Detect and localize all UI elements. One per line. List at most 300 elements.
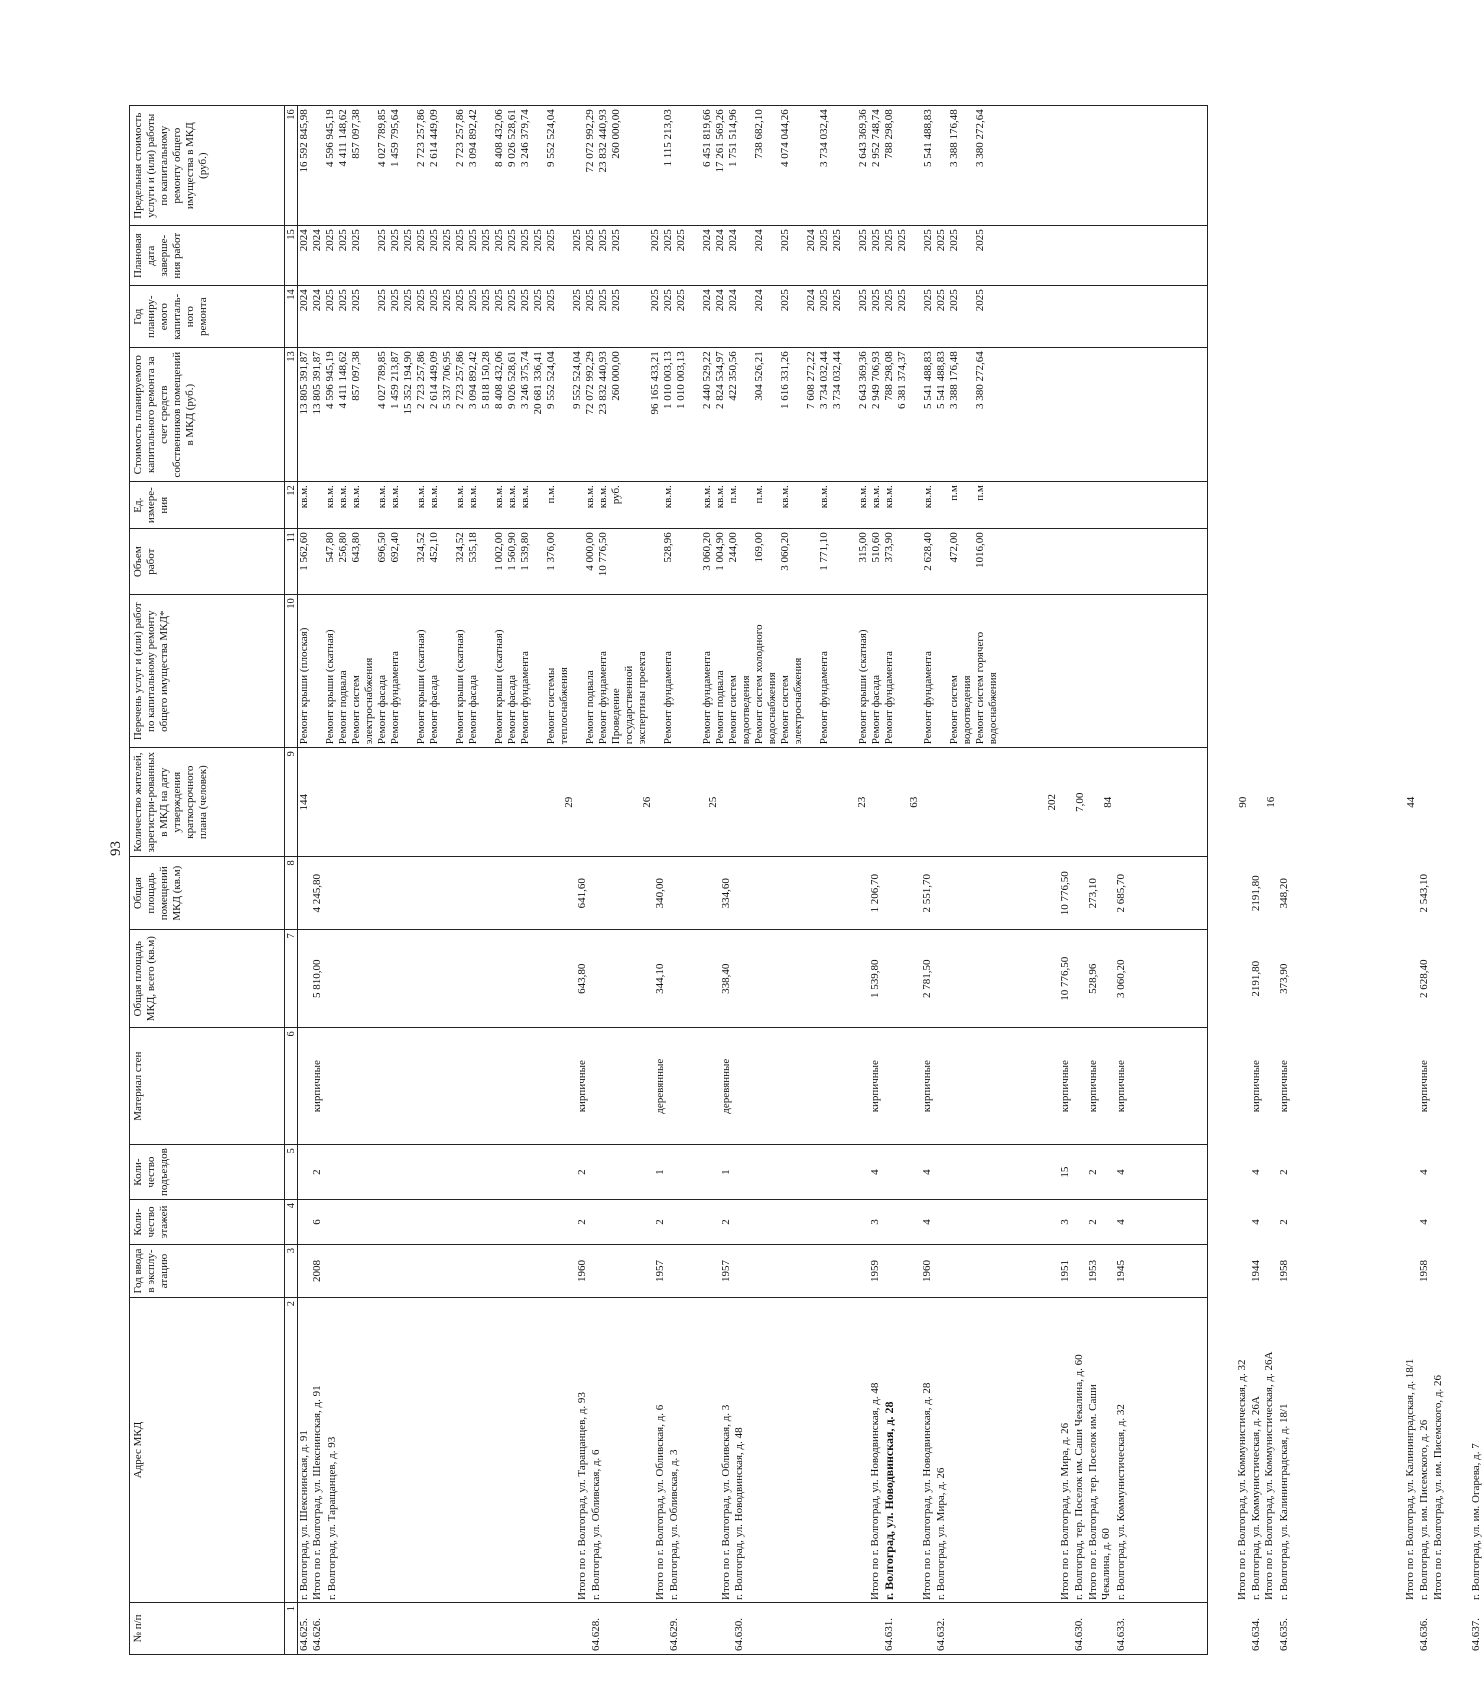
cost-value: 23 832 440,93: [597, 351, 609, 415]
year-value: 2008: [311, 1260, 323, 1282]
column-header: Общая площадь МКД, всего (кв.м): [130, 930, 285, 1028]
column-number: 8: [285, 857, 298, 930]
max-cost-value: 9 552 524,04: [545, 109, 557, 167]
volume-value: 528,96: [662, 532, 674, 563]
max-cost-value: [649, 109, 662, 222]
end-year-value: 2024: [298, 229, 310, 252]
premises-area-value: 273,10: [1087, 878, 1099, 909]
unit-value: [441, 485, 454, 525]
unit-value: [402, 485, 415, 525]
cost-value: 857 097,38: [350, 351, 362, 401]
work-line: Ремонт фундамента: [883, 651, 895, 745]
volume-value: 3 060,20: [701, 532, 713, 571]
volume-value: 472,00: [948, 532, 960, 563]
work-line: [805, 598, 818, 744]
address-line: г. Волгоград, тер. Поселок им. Саши Чекалина, д. 60: [1073, 1354, 1085, 1600]
work-line: Ремонт фасада: [428, 675, 440, 745]
address-line: Итого по г. Волгоград, ул. Мира, д. 26: [1059, 1422, 1071, 1600]
table-body-row: [298, 106, 1208, 1655]
address-line: г. Волгоград, ул. Коммунистическая, д. 26А: [1250, 1396, 1262, 1600]
floors-value: 4: [1250, 1219, 1262, 1225]
max-cost-column: [298, 106, 1208, 226]
work-line: Ремонт фасада: [376, 675, 388, 745]
work-line: [480, 598, 493, 744]
cost-value: 13 805 391,87: [298, 351, 310, 415]
work-line: Ремонт фасада: [467, 675, 479, 745]
volume-value: 1016,00: [974, 532, 986, 568]
cost-value: 3 094 892,42: [467, 351, 479, 409]
entrances-value: 4: [869, 1169, 881, 1175]
plan-year-value: [688, 289, 701, 344]
row-number: 64.629.: [668, 1618, 680, 1651]
volume-value: [935, 532, 948, 591]
unit-value: кв.м.: [584, 485, 596, 509]
end-year-value: 2025: [857, 229, 869, 252]
address-line: Итого по г. Волгоград, ул. Шекснинская, д. 91: [311, 1385, 323, 1600]
work-line: [532, 598, 545, 744]
plan-year-value: 2025: [974, 289, 986, 312]
end-year-value: 2025: [415, 229, 427, 252]
plan-year-value: [558, 289, 571, 344]
unit-value: [766, 485, 779, 525]
end-year-value: [636, 229, 649, 282]
plan-year-value: 2025: [415, 289, 427, 312]
max-cost-value: [766, 109, 779, 222]
row-number: 64.632.: [935, 1618, 947, 1651]
floors-value: 4: [921, 1219, 933, 1225]
residents-value: 90: [1237, 796, 1249, 808]
max-cost-value: 2 723 257,86: [454, 109, 466, 167]
total-area-value: 5 810,00: [311, 959, 323, 998]
repair-plan-table: [129, 105, 1482, 1655]
max-cost-value: 857 097,38: [350, 109, 362, 159]
total-area-value: 3 060,20: [1115, 959, 1127, 998]
column-number: 6: [285, 1028, 298, 1145]
row-number: 64.631.: [883, 1618, 895, 1651]
unit-value: [688, 485, 701, 525]
cost-value: 2 723 257,86: [415, 351, 427, 409]
plan-year-value: 2024: [753, 289, 765, 312]
work-line: [909, 598, 922, 744]
unit-value: кв.м.: [493, 485, 505, 509]
end-year-value: 2025: [519, 229, 531, 252]
column-header: Ед. измере-ния: [130, 482, 285, 529]
work-line: [571, 598, 584, 744]
plan-year-value: 2025: [441, 289, 453, 312]
work-line: Ремонт фундамента: [662, 651, 674, 745]
entrances-value: 2: [311, 1169, 323, 1175]
unit-value: [571, 485, 584, 525]
end-year-value: 2025: [350, 229, 362, 252]
address-line: г. Волгоград, ул. Обливская, д. 3: [668, 1449, 680, 1600]
max-cost-value: [571, 109, 584, 222]
volume-value: 696,50: [376, 532, 388, 563]
material-value: кирпичные: [1115, 1060, 1127, 1113]
work-line: Ремонт фундамента: [519, 651, 531, 745]
premises-area-value: 1 206,70: [869, 873, 881, 913]
end-year-value: 2025: [441, 229, 453, 252]
end-year-value: 2025: [896, 229, 908, 252]
cost-value: 2 643 369,36: [857, 351, 869, 409]
plan-year-value: 2025: [324, 289, 336, 312]
work-line: Ремонт фасада: [506, 675, 518, 745]
address-line: г. Волгоград, ул. им. Писемского, д. 26: [1418, 1419, 1430, 1600]
work-line: Ремонт фундамента: [818, 651, 830, 745]
work-line: Ремонт системы: [545, 667, 557, 745]
unit-value: [675, 485, 688, 525]
year-value: 1959: [869, 1260, 881, 1282]
cost-value: 304 526,21: [753, 351, 765, 401]
unit-value: руб.: [610, 485, 622, 505]
unit-value: кв.м.: [389, 485, 401, 509]
end-year-value: [558, 229, 571, 282]
cost-value: 1 010 003,13: [675, 351, 687, 409]
cost-value: 72 072 992,29: [584, 351, 596, 415]
max-cost-value: [441, 109, 454, 222]
plan-year-value: [961, 289, 974, 344]
plan-year-value: 2025: [467, 289, 479, 312]
plan-year-value: 2025: [610, 289, 622, 312]
address-line: Итого по г. Волгоград, ул. Обливская, д. 3: [720, 1404, 732, 1600]
work-line: водоотведения: [961, 675, 973, 745]
unit-value: [558, 485, 571, 525]
column-number: 7: [285, 930, 298, 1028]
unit-value: кв.м.: [857, 485, 869, 509]
address-line: г. Волгоград, ул. Новодвинская, д. 48: [733, 1427, 745, 1600]
material-value: кирпичные: [1278, 1060, 1290, 1113]
row-number: 64.625.: [298, 1618, 310, 1651]
column-header: Материал стен: [130, 1028, 285, 1145]
work-line: водоснабжения: [987, 672, 999, 745]
end-year-value: 2025: [545, 229, 557, 252]
premises-area-value: 2191,80: [1250, 875, 1262, 912]
row-number: 64.628.: [590, 1618, 602, 1651]
cost-value: 422 350,56: [727, 351, 739, 401]
max-cost-value: 4 074 044,26: [779, 109, 791, 167]
volume-value: 315,00: [857, 532, 869, 563]
end-year-value: 2025: [324, 229, 336, 252]
column-number: 10: [285, 595, 298, 748]
max-cost-value: [363, 109, 376, 222]
unit-value: [623, 485, 636, 525]
volume-value: 3 060,20: [779, 532, 791, 571]
volume-value: [532, 532, 545, 591]
cost-value: 1 616 331,26: [779, 351, 791, 409]
volume-value: [987, 532, 1000, 591]
plan-year-value: 2024: [311, 289, 323, 312]
premises-area-value: 10 776,50: [1059, 871, 1071, 916]
total-area-value: 373,90: [1278, 963, 1290, 994]
column-number: 14: [285, 286, 298, 348]
floors-value: 3: [869, 1219, 881, 1225]
address-line: г. Волгоград, ул. Новодвинская, д. 28: [882, 1401, 896, 1600]
volume-value: [805, 532, 818, 591]
volume-value: 324,52: [454, 532, 466, 563]
volume-value: 1 560,90: [506, 532, 518, 571]
column-header: Коли-чество подъездов: [130, 1145, 285, 1200]
floors-value: 2: [720, 1219, 732, 1225]
volume-value: [688, 532, 701, 591]
volume-value: 4 000,00: [584, 532, 596, 571]
cost-value: 1 010 003,13: [662, 351, 674, 409]
residents-value: 25: [707, 796, 719, 808]
end-year-value: 2025: [818, 229, 830, 252]
plan-year-value: 2025: [831, 289, 843, 312]
volume-value: 324,52: [415, 532, 427, 563]
volume-value: [766, 532, 779, 591]
year-value: 1944: [1250, 1260, 1262, 1282]
year-value: 1960: [576, 1260, 588, 1282]
work-line: Ремонт систем холодного: [753, 624, 765, 745]
cost-value: 3 246 375,74: [519, 351, 531, 409]
column-number: 13: [285, 348, 298, 482]
work-line: Ремонт систем: [350, 675, 362, 745]
volume-value: [623, 532, 636, 591]
residents-column: [298, 748, 1417, 857]
max-cost-value: [688, 109, 701, 222]
end-year-value: 2025: [337, 229, 349, 252]
end-year-value: 2025: [467, 229, 479, 252]
total-area-value: 2 628,40: [1418, 959, 1430, 998]
max-cost-value: [311, 109, 324, 222]
max-cost-value: 2 723 257,86: [415, 109, 427, 167]
column-number: 12: [285, 482, 298, 529]
end-year-value: 2025: [532, 229, 544, 252]
unit-value: кв.м.: [428, 485, 440, 509]
plan-year-value: [363, 289, 376, 344]
address-line: г. Волгоград, ул. Мира, д. 26: [935, 1467, 947, 1600]
row-number: 64.633.: [1115, 1618, 1127, 1651]
entrances-value: 1: [654, 1169, 666, 1175]
year-value: 1945: [1115, 1260, 1127, 1282]
unit-value: кв.м.: [415, 485, 427, 509]
column-number: 16: [285, 106, 298, 226]
work-line: Ремонт систем горячего: [974, 631, 986, 745]
plan-year-value: 2025: [922, 289, 934, 312]
plan-year-value: 2025: [402, 289, 414, 312]
floors-column: [298, 1200, 1430, 1245]
work-line: [935, 598, 948, 744]
address-line: г. Волгоград, ул. Калининградская, д. 18/1: [1278, 1403, 1290, 1600]
max-cost-value: 1 459 795,64: [389, 109, 401, 167]
volume-value: 1 004,90: [714, 532, 726, 571]
total-area-column: [298, 930, 1430, 1028]
end-year-value: [623, 229, 636, 282]
work-line: [402, 598, 415, 744]
cost-value: 2 440 529,22: [701, 351, 713, 409]
volume-value: [649, 532, 662, 591]
end-year-value: 2025: [974, 229, 986, 252]
plan-year-value: 2025: [870, 289, 882, 312]
volume-value: 1 376,00: [545, 532, 557, 571]
work-line: государственной: [623, 665, 635, 745]
max-cost-value: 72 072 992,29: [584, 109, 596, 173]
plan-year-value: 2025: [896, 289, 908, 312]
max-cost-value: 1 115 213,03: [662, 109, 674, 167]
end-year-value: 2025: [571, 229, 583, 252]
numbers-column: [298, 1603, 1482, 1655]
cost-value: [636, 351, 649, 478]
unit-value: кв.м.: [818, 485, 830, 509]
year-value: 1957: [720, 1260, 732, 1282]
plan-year-value: 2025: [649, 289, 661, 312]
cost-value: [558, 351, 571, 478]
premises-area-value: 348,20: [1278, 878, 1290, 909]
end-year-value: [792, 229, 805, 282]
end-year-value: [688, 229, 701, 282]
unit-value: [935, 485, 948, 525]
plan-year-value: [636, 289, 649, 344]
max-cost-value: [935, 109, 948, 222]
end-year-value: 2024: [805, 229, 817, 252]
end-year-value: [909, 229, 922, 282]
row-number: 64.634.: [1250, 1618, 1262, 1651]
work-line: [649, 598, 662, 744]
unit-value: кв.м.: [714, 485, 726, 509]
work-line: Проведение: [610, 688, 622, 745]
year-value: 1951: [1059, 1260, 1071, 1282]
plan-year-value: [909, 289, 922, 344]
year-value: 1957: [654, 1260, 666, 1282]
cost-value: 2 614 449,09: [428, 351, 440, 409]
entrances-value: 2: [1087, 1169, 1099, 1175]
end-year-value: 2025: [922, 229, 934, 252]
max-cost-value: 3 380 272,64: [974, 109, 986, 167]
end-year-value: 2025: [506, 229, 518, 252]
unit-value: кв.м.: [324, 485, 336, 509]
plan-year-value: 2025: [480, 289, 492, 312]
max-cost-value: [987, 109, 1000, 222]
end-year-value: 2025: [480, 229, 492, 252]
unit-value: [649, 485, 662, 525]
unit-value: кв.м.: [506, 485, 518, 509]
entrances-value: 1: [720, 1169, 732, 1175]
unit-value: кв.м.: [597, 485, 609, 509]
unit-value: [831, 485, 844, 525]
unit-value: [844, 485, 857, 525]
plan-year-value: 2025: [493, 289, 505, 312]
plan-year-column: [298, 286, 1208, 348]
plan-year-value: [844, 289, 857, 344]
max-cost-value: [675, 109, 688, 222]
plan-year-value: 2025: [337, 289, 349, 312]
plan-year-value: 2025: [857, 289, 869, 312]
cost-value: 2 723 257,86: [454, 351, 466, 409]
cost-value: 20 681 336,41: [532, 351, 544, 415]
max-cost-value: 6 451 819,66: [701, 109, 713, 167]
address-column: [298, 1298, 1482, 1603]
unit-value: п.м: [948, 485, 960, 501]
premises-area-value: 2 543,10: [1418, 873, 1430, 913]
unit-value: [636, 485, 649, 525]
volume-value: 169,00: [753, 532, 765, 563]
cost-value: 96 165 433,21: [649, 351, 661, 415]
row-number: 64.630.: [1073, 1618, 1085, 1651]
material-value: кирпичные: [921, 1060, 933, 1113]
cost-value: [987, 351, 1000, 478]
cost-value: 6 381 374,37: [896, 351, 908, 409]
address-line: г. Волгоград, ул. Коммунистическая, д. 32: [1115, 1404, 1127, 1600]
max-cost-value: 5 541 488,83: [922, 109, 934, 167]
floors-value: 2: [654, 1219, 666, 1225]
cost-column: [298, 348, 1208, 482]
residents-value: 7,00: [1074, 792, 1086, 812]
plan-year-value: 2025: [545, 289, 557, 312]
floors-value: 6: [311, 1219, 323, 1225]
plan-year-value: 2025: [883, 289, 895, 312]
address-line: г. Волгоград, ул. Обливская, д. 6: [590, 1449, 602, 1600]
end-year-value: 2025: [870, 229, 882, 252]
work-line: Ремонт подвала: [584, 670, 596, 745]
residents-value: 63: [908, 796, 920, 808]
max-cost-value: [844, 109, 857, 222]
cost-value: 3 388 176,48: [948, 351, 960, 409]
work-line: теплоснабжения: [558, 667, 570, 745]
plan-year-value: 2025: [571, 289, 583, 312]
work-line: Ремонт фасада: [870, 675, 882, 745]
material-value: кирпичные: [311, 1060, 323, 1113]
plan-year-value: 2024: [701, 289, 713, 312]
max-cost-value: 2 614 449,09: [428, 109, 440, 167]
work-line: Ремонт систем: [779, 675, 791, 745]
work-line: [441, 598, 454, 744]
cost-value: 3 380 272,64: [974, 351, 986, 409]
volume-value: 547,80: [324, 532, 336, 563]
address-line: Итого по г. Волгоград, ул. Новодвинская, д. 48: [869, 1382, 881, 1600]
max-cost-value: 3 734 032,44: [818, 109, 830, 167]
unit-value: кв.м.: [870, 485, 882, 509]
max-cost-value: 3 094 892,42: [467, 109, 479, 167]
end-year-value: 2025: [948, 229, 960, 252]
floors-value: 4: [1115, 1219, 1127, 1225]
unit-value: п.м.: [753, 485, 765, 504]
material-value: кирпичные: [1059, 1060, 1071, 1113]
column-header: Год ввода в эксплу-атацию: [130, 1245, 285, 1298]
plan-year-value: 2025: [597, 289, 609, 312]
cost-value: [844, 351, 857, 478]
max-cost-value: 4 411 148,62: [337, 109, 349, 167]
plan-year-value: 2024: [727, 289, 739, 312]
plan-year-value: 2025: [389, 289, 401, 312]
total-area-value: 338,40: [720, 963, 732, 994]
cost-value: 9 552 524,04: [571, 351, 583, 409]
volume-value: [792, 532, 805, 591]
cost-value: 2 949 706,93: [870, 351, 882, 409]
unit-column: [298, 482, 1208, 529]
max-cost-value: 1 751 514,96: [727, 109, 739, 167]
unit-value: [532, 485, 545, 525]
volume-value: [610, 532, 623, 591]
cost-value: [623, 351, 636, 478]
row-number: 64.630.: [733, 1618, 745, 1651]
cost-value: 7 608 272,22: [805, 351, 817, 409]
entrances-value: 4: [1418, 1169, 1430, 1175]
volume-value: [402, 532, 415, 591]
unit-value: [792, 485, 805, 525]
cost-value: 5 541 488,83: [935, 351, 947, 409]
plan-year-value: 2025: [584, 289, 596, 312]
works-column: [298, 595, 1208, 748]
end-year-value: 2024: [701, 229, 713, 252]
volume-value: 373,90: [883, 532, 895, 563]
end-year-value: 2025: [779, 229, 791, 252]
material-value: кирпичные: [576, 1060, 588, 1113]
work-line: Ремонт подвала: [337, 670, 349, 745]
year-value: 1960: [921, 1260, 933, 1282]
address-line: Итого по г. Волгоград, ул. Калининградская, д. 18/1: [1404, 1358, 1416, 1600]
plan-year-value: [740, 289, 753, 344]
plan-year-value: 2025: [519, 289, 531, 312]
